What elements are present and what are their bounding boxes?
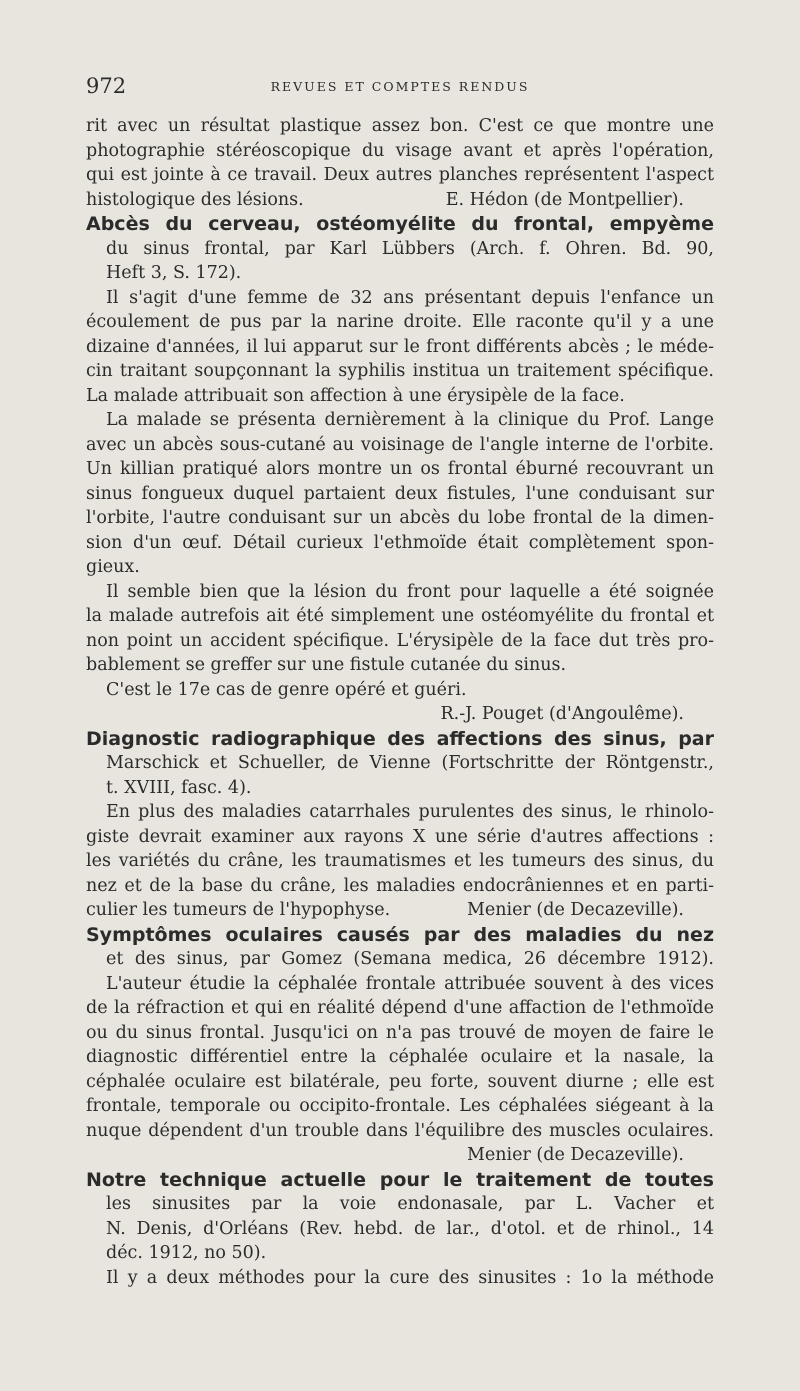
text-line: Il semble bien que la lésion du front pour laquelle a été soignée	[106, 581, 714, 602]
text-line: giste devrait examiner aux rayons X une série d'autres affections :	[86, 826, 714, 847]
text-line: La malade attribuait son affection à une érysipèle de la face.	[86, 385, 625, 406]
section-heading: Abcès du cerveau, ostéomyélite du frontal, empyème	[86, 213, 714, 235]
citation-line: du sinus frontal, par Karl Lübbers (Arch. f. Ohren. Bd. 90,	[106, 238, 714, 259]
section-heading: Diagnostic radiographique des affections des sinus, par	[86, 727, 714, 750]
text-line: La malade se présenta dernièrement à la clinique du Prof. Lange	[106, 410, 714, 430]
citation-line: déc. 1912, no 50).	[106, 1243, 267, 1263]
text-line: rit avec un résultat plastique assez bon. C'est ce que montre une	[86, 116, 714, 136]
text-line: Il s'agit d'une femme de 32 ans présentant depuis l'enfance un	[106, 287, 714, 308]
page-number: 972	[86, 74, 127, 98]
citation-line: Heft 3, S. 172).	[106, 263, 242, 283]
section-heading: Symptômes oculaires causés par des maladies du nez	[86, 923, 714, 946]
text-line: de la réfraction et qui en réalité dépend d'une affaction de l'ethmoïde	[86, 998, 714, 1018]
citation-line: et des sinus, par Gomez (Semana medica, 26 décembre 1912).	[106, 949, 714, 969]
text-line: l'orbite, l'autre conduisant sur un abcès du lobe frontal de la dimen-	[86, 508, 714, 528]
text-line: sion d'un œuf. Détail curieux l'ethmoïde était complètement spon-	[86, 532, 714, 553]
author-signature: Menier (de Decazeville).	[467, 1145, 684, 1165]
page-header	[86, 74, 714, 98]
running-title: REVUES ET COMPTES RENDUS	[270, 79, 530, 94]
text-line: les variétés du crâne, les traumatismes et les tumeurs des sinus, du	[86, 851, 714, 871]
citation-line: Marschick et Schueller, de Vienne (Fortschritte der Röntgenstr.,	[106, 753, 714, 773]
text-line: non point un accident spécifique. L'érysipèle de la face dut très pro-	[86, 630, 714, 651]
text-line: histologique des lésions.	[86, 189, 304, 210]
text-line: écoulement de pus par la narine droite. Elle raconte qu'il y a une	[86, 312, 714, 332]
text-line: qui est jointe à ce travail. Deux autres planches représentent l'aspect	[86, 165, 714, 185]
text-line: culier les tumeurs de l'hypophyse.	[86, 900, 391, 920]
author-signature: R.-J. Pouget (d'Angoulême).	[440, 704, 684, 724]
text-line: Il y a deux méthodes pour la cure des sinusites : 1o la méthode	[106, 1267, 714, 1288]
text-line: L'auteur étudie la céphalée frontale attribuée souvent à des vices	[106, 973, 714, 994]
text-line: En plus des maladies catarrhales purulentes des sinus, le rhinolo-	[106, 802, 714, 822]
author-signature: E. Hédon (de Montpellier).	[445, 189, 684, 210]
text-line: frontale, temporale ou occipito-frontale. Les céphalées siégeant à la	[86, 1096, 714, 1116]
section-heading: Notre technique actuelle pour le traitement de toutes	[86, 1168, 714, 1191]
text-line: diagnostic différentiel entre la céphalée oculaire et la nasale, la	[86, 1047, 714, 1067]
text-line: céphalée oculaire est bilatérale, peu forte, souvent diurne ; elle est	[86, 1071, 714, 1092]
text-line: avec un abcès sous-cutané au voisinage de l'angle interne de l'orbite.	[86, 434, 714, 455]
text-line: cin traitant soupçonnant la syphilis institua un traitement spécifique.	[86, 361, 714, 381]
citation-line: les sinusites par la voie endonasale, par L. Vacher et	[106, 1194, 714, 1214]
text-line: dizaine d'années, il lui apparut sur le front différents abcès ; le méde-	[86, 336, 714, 357]
text-line: Un killian pratiqué alors montre un os frontal éburné recouvrant un	[86, 459, 714, 479]
article-body	[86, 114, 714, 1290]
text-line: photographie stéréoscopique du visage avant et après l'opération,	[86, 140, 714, 161]
text-line: nez et de la base du crâne, les maladies endocrâniennes et en parti-	[86, 875, 714, 896]
text-line: bablement se greffer sur une fistule cutanée du sinus.	[86, 655, 567, 675]
citation-line: t. XVIII, fasc. 4).	[106, 777, 252, 798]
text-line: nuque dépendent d'un trouble dans l'équilibre des muscles oculaires.	[86, 1120, 714, 1141]
text-line: la malade autrefois ait été simplement une ostéomyélite du frontal et	[86, 606, 714, 626]
text-line: C'est le 17e cas de genre opéré et guéri.	[106, 679, 467, 700]
citation-line: N. Denis, d'Orléans (Rev. hebd. de lar., d'otol. et de rhinol., 14	[106, 1218, 714, 1239]
text-line: ou du sinus frontal. Jusqu'ici on n'a pas trouvé de moyen de faire le	[86, 1022, 714, 1043]
text-line: gieux.	[86, 557, 140, 577]
text-line: sinus fongueux duquel partaient deux fistules, l'une conduisant sur	[86, 483, 714, 504]
author-signature: Menier (de Decazeville).	[467, 900, 684, 920]
